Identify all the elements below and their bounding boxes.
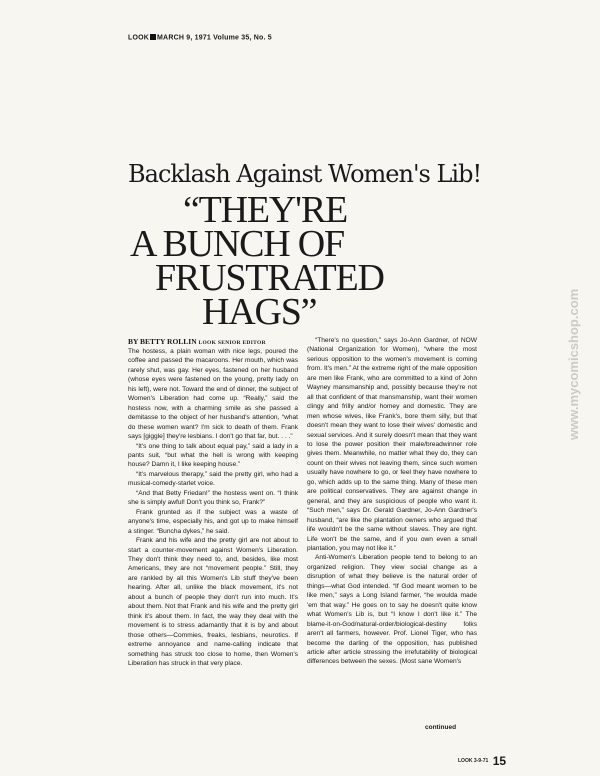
kicker: Backlash Against Women's Lib! [128,160,482,188]
paragraph: “And that Betty Friedan!” the hostess went on. “I think she is simply awful! Don't you think so, Frank?” [128,489,298,507]
article-column-left [128,347,298,668]
headline-line-4: HAGS” [202,291,317,333]
byline [128,337,266,346]
headline-line-1: “THEY'RE [183,189,347,231]
folio-issue: LOOK 3-9-71 [458,758,489,764]
paragraph: Anti-Women's Liberation people tend to belong to an organized religion. They view social change as a disruption of what they believe is the natural order of things—what God intended. “If God meant women to be like men,” says a Long Island farmer, “he woulda made 'em that way.” He goes on to say he doesn't quite know what Women's Lib is, but “I know I don't like it.” The blame-it-on-God/natural-order/biological-destiny folks aren't all farmers, however. Prof. Lionel Tiger, who has become the darling of the opposition, has published article after article stressing the irrefutability of biological differences between the sexes. (Most sane Women's [307,554,477,666]
page-number: 15 [492,754,507,768]
paragraph: The hostess, a plain woman with nice legs, poured the coffee and passed the macaroons. Her mouth, which was rarely shut, was gay. Her eyes, fastened on her husband (whose eyes were fastened on the young, pretty lady on his left), were not. Toward the end of dinner, the subject of Women's Liberation had come up. “Really,” said the hostess now, with a charming smile as she passed a demitasse to the object of her husband's attention, “what do these women want? I'm sick to death of them. Frank says [giggle] they're lesbians. I don't go that far, but. . . .” [128,348,298,441]
square-bullet-icon [150,34,156,40]
masthead-brand: LOOK [128,34,150,42]
paragraph: Frank and his wife and the pretty girl are not about to start a counter-movement against Women's Liberation. They don't think they need to, and, besides, like most Americans, they are not “movement people.” Still, they are rankled by all this Women's Lib stuff they've been hearing. After all, unlike the black movement, it's not about a bunch of people they don't run into much. It's about them. Not that Frank and his wife and the pretty girl think it's about them. In fact, the way they deal with the movement is to stress adamantly that it is by and about those others—Commies, freaks, lesbians, neurotics. If extreme annoyance and name-calling indicate that something has struck too close to home, then Women's Liberation has struck in that very place. [128,537,298,667]
masthead-issue: MARCH 9, 1971 Volume 35, No. 5 [157,34,272,42]
article-column-right [307,336,477,667]
paragraph: Frank grunted as if the subject was a waste of anyone's time, especially his, and got up to make himself a stinger. “Buncha dykes,” he said. [128,508,298,535]
masthead [128,34,272,42]
byline-role: LOOK SENIOR EDITOR [198,340,266,346]
byline-author: BY BETTY ROLLIN [128,337,197,346]
continued-label: continued [425,724,457,731]
headline-line-2: A BUNCH OF [130,223,344,265]
paragraph: “There's no question,” says Jo-Ann Gardner, of NOW (National Organization for Women), “where the most serious opposition to the women's movement is coming from. It's men.” At the extreme right of the male opposition are men like Frank, who are committed to a kind of John Wayney mansmanship and, possibly because they're not all that confident of that mansmanship, want their women clingy and frilly and/or homey and domestic. They are men whose wives, like Frank's, bore them silly, but that doesn't mean they want to lose their wives' domestic and sexual services. And it surely doesn't mean that they want to lose the power position their male/breadwinner role gives them. Meanwhile, no matter what they do, they can count on their wives not leaving them, since such women usually have nowhere to go, or feel they have nowhere to go, which adds up to the same thing. Many of these men are political conservatives. They are against change in general, and they are suspicious of people who want it. “Such men,” says Dr. Gerald Gardner, Jo-Ann Gardner's husband, “are like the plantation owners who argued that life wouldn't be the same without slaves. They are right. Life won't be the same, and if you own even a small plantation, you may not like it.” [307,337,477,552]
watermark: www.mycomicshop.com [566,288,581,440]
folio [458,752,506,770]
paragraph: “It's marvelous therapy,” said the pretty girl, who had a musical-comedy-starlet voice. [128,470,298,488]
headline-line-3: FRUSTRATED [155,257,384,299]
headline [128,189,478,333]
paragraph: “It's one thing to talk about equal pay,” said a lady in a pants suit, “but what the hell is wrong with keeping house? Damn it, I like keeping house.” [128,442,298,469]
